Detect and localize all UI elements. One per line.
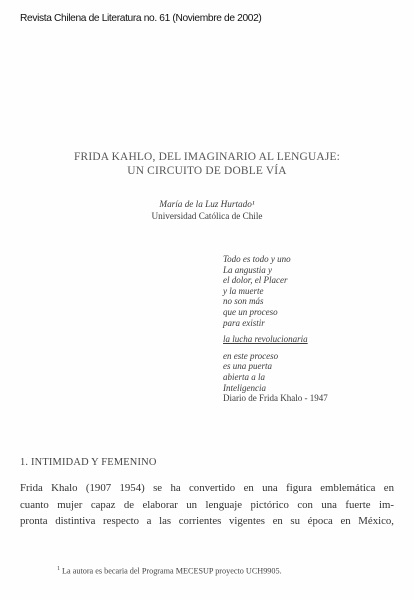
epigraph-line: y la muerte — [223, 285, 264, 296]
epigraph-line: para existir — [223, 317, 265, 328]
footnote-marker: 1 — [57, 566, 60, 572]
author-name: María de la Luz Hurtado¹ — [159, 199, 255, 209]
journal-header: Revista Chilena de Literatura no. 61 (Noviembre de 2002) — [20, 13, 262, 24]
epigraph-line: es una puerta — [223, 361, 272, 372]
epigraph-line: abierta a la — [223, 371, 265, 382]
title-line-1: FRIDA KAHLO, DEL IMAGINARIO AL LENGUAJE: — [74, 151, 340, 163]
epigraph-underlined-line: la lucha revolucionaria — [223, 334, 308, 345]
body-paragraph — [20, 480, 394, 530]
epigraph-line: en este proceso — [223, 350, 279, 361]
body-line: pronta distintiva respecto a las corrientes vigentes en su época en México, — [20, 515, 394, 528]
epigraph-line: no son más — [223, 296, 264, 307]
epigraph-line: que un proceso — [223, 306, 278, 317]
epigraph-line: Todo es todo y uno — [223, 254, 291, 264]
body-line: cuanto mujer capaz de elaborar un lenguaje pictórico con una fuerte im- — [20, 498, 394, 511]
footnote-text: La autora es becaria del Programa MECESUP proyecto UCH9905. — [62, 566, 282, 576]
epigraph-source: Diario de Frida Khalo - 1947 — [223, 393, 328, 404]
epigraph-line: el dolor, el Placer — [223, 275, 288, 286]
author-affiliation: Universidad Católica de Chile — [151, 211, 263, 221]
title-line-2: UN CIRCUITO DE DOBLE VÍA — [127, 165, 287, 177]
section-heading: 1. INTIMIDAD Y FEMENINO — [20, 457, 157, 468]
article-title — [0, 150, 414, 178]
footnote — [57, 566, 282, 576]
epigraph-line: La angustia y — [223, 264, 273, 275]
body-line: Frida Khalo (1907 1954) se ha convertido en una figura emblemática en — [20, 482, 394, 494]
author-block — [0, 198, 414, 222]
epigraph-line: Inteligencia — [223, 382, 266, 393]
epigraph — [223, 254, 328, 404]
